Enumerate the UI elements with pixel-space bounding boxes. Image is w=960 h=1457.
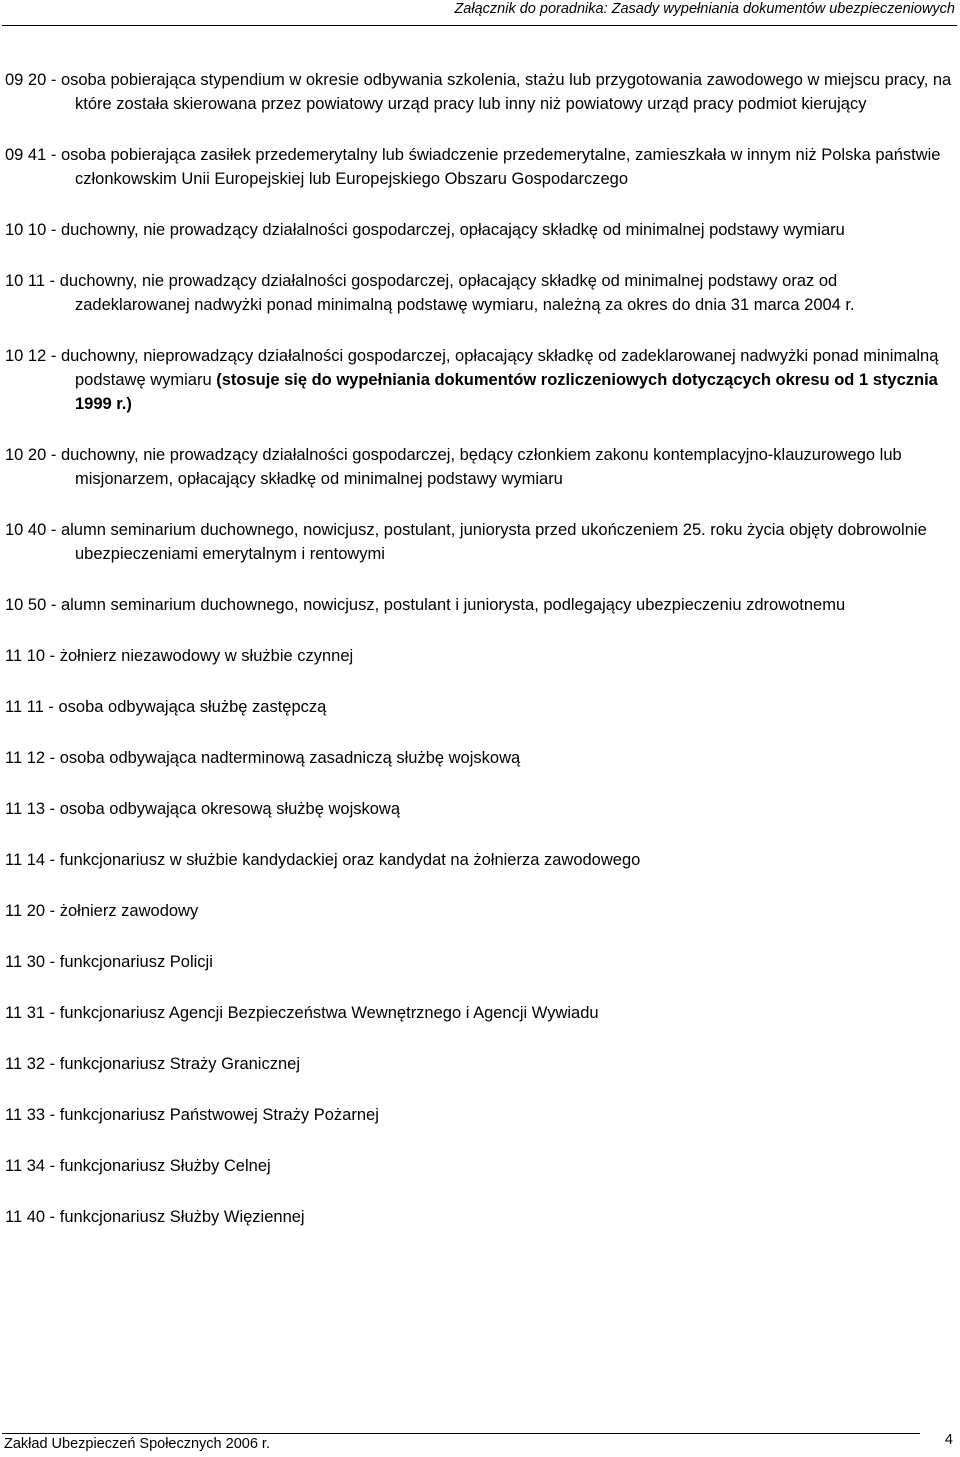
entry-text: 11 30 - funkcjonariusz Policji [5,953,213,971]
entry-text: 11 12 - osoba odbywająca nadterminową zasadniczą służbę wojskową [5,749,521,767]
entry-text: 10 20 - duchowny, nie prowadzący działalności gospodarczej, będący członkiem zakonu kontemplacyjno-klauzurowego lub misjonarzem, opłacający składkę od minimalnej podstawy wymiaru [5,446,902,488]
code-entry-1020 [5,443,955,491]
footer-text: Zakład Ubezpieczeń Społecznych 2006 r. [4,1436,270,1452]
entry-text: 11 32 - funkcjonariusz Straży Granicznej [5,1055,300,1073]
code-entry-1112 [5,746,955,770]
code-entry-0941 [5,143,955,191]
code-entry-0920 [5,68,955,116]
code-entry-1131 [5,1001,955,1025]
entry-text: 09 41 - osoba pobierająca zasiłek przedemerytalny lub świadczenie przedemerytalne, zamieszkała w innym niż Polska państwie członkowskim Unii Europejskiej lub Europejskiego Obszaru Gospodarczego [5,146,941,188]
entry-text: 10 11 - duchowny, nie prowadzący działalności gospodarczej, opłacający składkę od minimalnej podstawy oraz od zadeklarowanej nadwyżki ponad minimalną podstawę wymiaru, należną za okres do dnia 31 marca 2004 r. [5,272,855,314]
entry-text: 11 40 - funkcjonariusz Służby Więziennej [5,1208,305,1226]
entry-text: 11 31 - funkcjonariusz Agencji Bezpieczeństwa Wewnętrznego i Agencji Wywiadu [5,1004,599,1022]
code-entry-1040 [5,518,955,566]
page-header-title: Załącznik do poradnika: Zasady wypełniania dokumentów ubezpieczeniowych [454,1,955,17]
code-entry-1120 [5,899,955,923]
entry-text: 11 33 - funkcjonariusz Państwowej Straży Pożarnej [5,1106,379,1124]
code-entry-1050 [5,593,955,617]
code-entry-1114 [5,848,955,872]
entry-text: 10 40 - alumn seminarium duchownego, nowicjusz, postulant, juniorysta przed ukończeniem 25. roku życia objęty dobrowolnie ubezpieczeniami emerytalnym i rentowymi [5,521,927,563]
entry-text: 09 20 - osoba pobierająca stypendium w okresie odbywania szkolenia, stażu lub przygotowania zawodowego w miejscu pracy, na które została skierowana przez powiatowy urząd pracy lub inny niż powiatowy urząd pracy podmiot kierujący [5,71,952,113]
header-divider [2,25,957,26]
code-entry-1113 [5,797,955,821]
code-entry-1011 [5,269,955,317]
code-entry-1110 [5,644,955,668]
page-number: 4 [944,1432,953,1448]
entry-text: 10 10 - duchowny, nie prowadzący działalności gospodarczej, opłacający składkę od minimalnej podstawy wymiaru [5,221,845,239]
code-entry-1130 [5,950,955,974]
entry-text: 11 11 - osoba odbywająca służbę zastępczą [5,698,327,716]
entry-text: 11 10 - żołnierz niezawodowy w służbie czynnej [5,647,354,665]
code-entry-1133 [5,1103,955,1127]
code-entry-1111 [5,695,955,719]
code-entry-1012 [5,344,955,416]
entry-bold-note: (stosuje się do wypełniania dokumentów rozliczeniowych dotyczących okresu od 1 stycznia 1999 r.) [75,371,938,413]
entry-text: 11 34 - funkcjonariusz Służby Celnej [5,1157,271,1175]
entry-text: 11 14 - funkcjonariusz w służbie kandydackiej oraz kandydat na żołnierza zawodowego [5,851,641,869]
entry-text: 11 20 - żołnierz zawodowy [5,902,199,920]
footer-divider [2,1433,920,1434]
entry-text: 10 12 - duchowny, nieprowadzący działalności gospodarczej, opłacający składkę od zadeklarowanej nadwyżki ponad minimalną podstawę wymiaru [5,347,939,389]
code-list [5,68,955,1256]
code-entry-1132 [5,1052,955,1076]
entry-text: 11 13 - osoba odbywająca okresową służbę wojskową [5,800,401,818]
code-entry-1134 [5,1154,955,1178]
entry-text: 10 50 - alumn seminarium duchownego, nowicjusz, postulant i juniorysta, podlegający ubezpieczeniu zdrowotnemu [5,596,846,614]
code-entry-1010 [5,218,955,242]
code-entry-1140 [5,1205,955,1229]
